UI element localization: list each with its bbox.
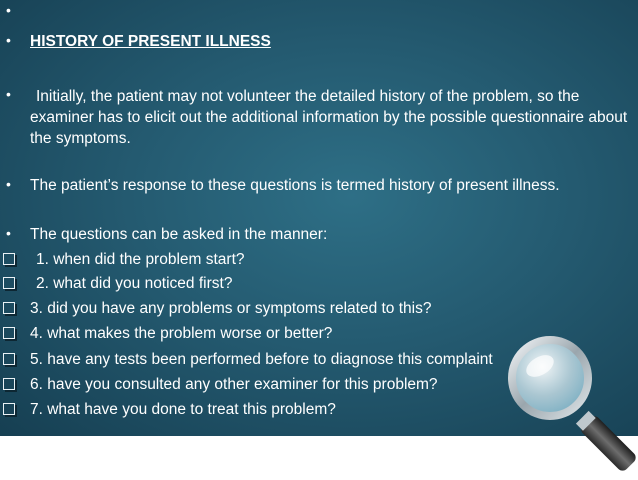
- bullet-icon: •: [6, 32, 11, 48]
- question-item: [0, 350, 497, 370]
- checkbox-square-icon: [3, 277, 15, 289]
- bullet-icon: •: [6, 225, 11, 241]
- bullet-text: Initially, the patient may not volunteer the detailed history of the problem, so the examiner has to elicit out the additional information by the possible questionnaire about the symptoms.: [30, 88, 628, 147]
- question-item: [0, 375, 442, 395]
- bullet-item: [0, 86, 632, 149]
- checkbox-square-icon: [3, 353, 15, 365]
- question-text: 2. what did you noticed first?: [36, 275, 233, 292]
- question-text: 6. have you consulted any other examiner for this problem?: [30, 376, 438, 393]
- question-text: 3. did you have any problems or symptoms related to this?: [30, 300, 432, 317]
- bullet-item: [0, 225, 331, 245]
- question-item: [0, 400, 340, 420]
- bullet-icon: •: [6, 86, 11, 102]
- bullet-icon: •: [6, 2, 11, 18]
- question-text: 7. what have you done to treat this problem?: [30, 401, 336, 418]
- checkbox-square-icon: [3, 403, 15, 415]
- question-item: [0, 274, 236, 294]
- checkbox-square-icon: [3, 327, 15, 339]
- magnifying-glass-icon: [500, 330, 638, 480]
- checkbox-square-icon: [3, 302, 15, 314]
- question-text: 5. have any tests been performed before to diagnose this complaint: [30, 351, 493, 368]
- checkbox-square-icon: [3, 253, 15, 265]
- bullet-item: [0, 32, 275, 52]
- question-item: [0, 299, 435, 319]
- question-item: [0, 324, 336, 344]
- bullet-item: [0, 176, 610, 196]
- bullet-text: The questions can be asked in the manner:: [30, 226, 328, 243]
- question-item: [0, 250, 249, 270]
- question-text: 4. what makes the problem worse or better?: [30, 325, 333, 342]
- bullet-icon: •: [6, 176, 11, 192]
- section-title: HISTORY OF PRESENT ILLNESS: [30, 33, 271, 50]
- checkbox-square-icon: [3, 378, 15, 390]
- bullet-text: The patient’s response to these questions is termed history of present illness.: [30, 177, 560, 194]
- question-text: 1. when did the problem start?: [36, 251, 245, 268]
